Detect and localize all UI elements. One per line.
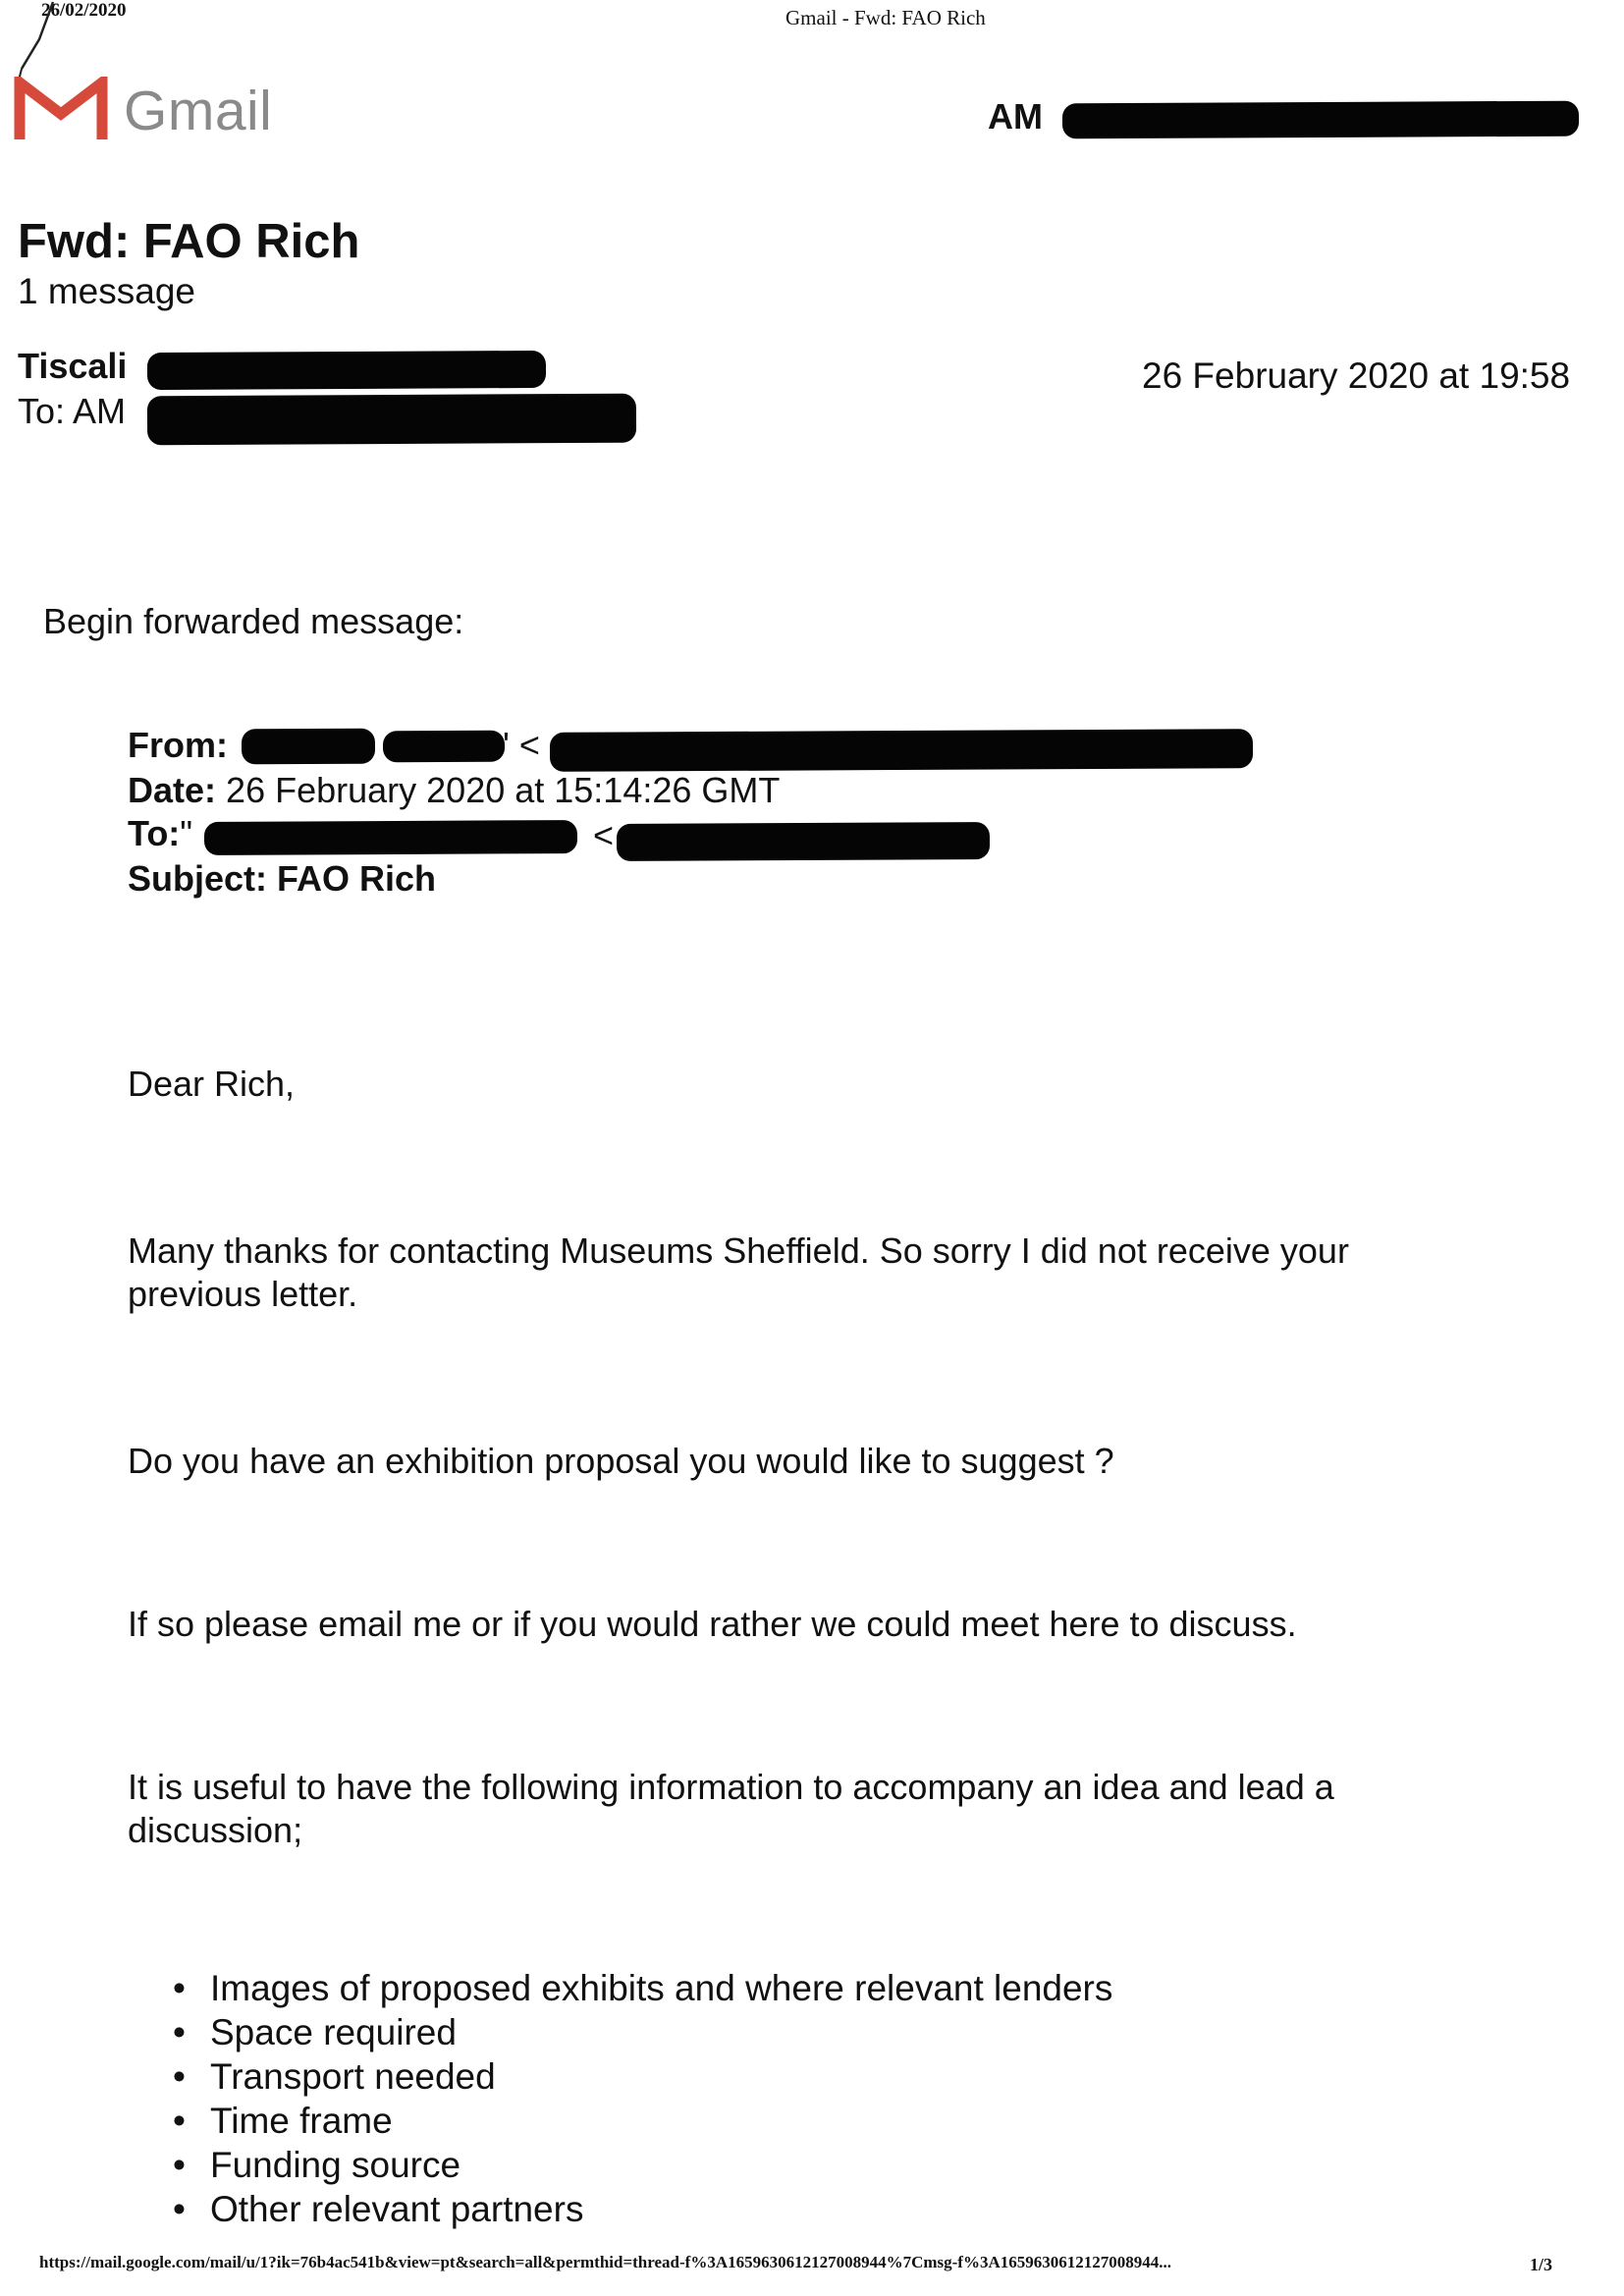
body-paragraph-4: It is useful to have the following information to accompany an idea and lead a discussion;	[128, 1767, 1334, 1850]
to-email-redaction	[617, 822, 990, 861]
list-item-text: Transport needed	[210, 2056, 496, 2097]
print-date: 26/02/2020	[41, 0, 127, 21]
from-email-redaction	[550, 729, 1253, 772]
sender-name: Tiscali	[18, 346, 128, 386]
body-paragraph-3: If so please email me or if you would rather we could meet here to discuss.	[128, 1604, 1297, 1644]
account-email-redaction	[1062, 101, 1579, 139]
forwarded-date-label: Date:	[128, 770, 217, 810]
list-item-text: Images of proposed exhibits and where relevant lenders	[210, 1968, 1113, 2008]
gmail-wordmark: Gmail	[124, 80, 273, 142]
body-paragraph-2: Do you have an exhibition proposal you would like to suggest ?	[128, 1441, 1114, 1481]
forwarded-subject-row	[128, 858, 436, 900]
account-label: AM	[988, 96, 1043, 137]
forwarded-subject-value: FAO Rich	[277, 858, 437, 899]
greeting: Dear Rich,	[128, 1064, 296, 1104]
list-item-text: Other relevant partners	[210, 2189, 584, 2229]
thread-subject: Fwd: FAO Rich	[18, 215, 360, 268]
requirements-list	[167, 1966, 1112, 2231]
list-item	[167, 2010, 1112, 2054]
recipient-label: To: AM	[18, 391, 127, 431]
bullet-icon: •	[173, 2101, 186, 2141]
bullet-icon: •	[173, 1968, 186, 2008]
from-name-redaction-1	[242, 729, 375, 765]
print-page-number: 1/3	[1530, 2255, 1553, 2274]
forwarded-from-label: From:	[128, 725, 228, 765]
forwarded-to-quote: "	[180, 813, 193, 853]
message-date: 26 February 2020 at 19:58	[1142, 355, 1571, 396]
forwarded-date-value: 26 February 2020 at 15:14:26 GMT	[226, 770, 781, 810]
bullet-icon: •	[173, 2189, 186, 2229]
forwarded-to-row	[128, 813, 192, 854]
to-name-redaction	[204, 820, 577, 855]
from-name-redaction-2	[383, 731, 505, 763]
list-item	[167, 2143, 1112, 2187]
thread-message-count: 1 message	[18, 271, 195, 311]
forwarded-to-bracket: <	[593, 815, 615, 855]
print-url: https://mail.google.com/mail/u/1?ik=76b4ac541b&view=pt&search=all&permthid=thread-f%3A1659630612127008944%7Cmsg-f%3A1659630612127008944...	[39, 2253, 1171, 2271]
list-item	[167, 1966, 1112, 2010]
gmail-m-logo-icon	[14, 77, 108, 141]
list-item	[167, 2187, 1112, 2231]
pen-tick-mark	[10, 0, 69, 88]
forwarded-subject-label: Subject:	[128, 858, 268, 899]
forwarded-to-label: To:	[128, 813, 181, 853]
bullet-icon: •	[173, 2145, 186, 2185]
list-item	[167, 2099, 1112, 2143]
bullet-icon: •	[173, 2056, 186, 2097]
forwarded-date-row	[128, 770, 780, 811]
forwarded-from-bracket: ' <	[503, 725, 540, 765]
forwarded-intro: Begin forwarded message:	[43, 601, 464, 641]
list-item	[167, 2054, 1112, 2099]
list-item-text: Funding source	[210, 2145, 461, 2185]
forwarded-from-row	[128, 725, 228, 766]
sender-email-redaction	[147, 351, 546, 390]
print-title: Gmail - Fwd: FAO Rich	[785, 6, 986, 29]
list-item-text: Space required	[210, 2012, 457, 2052]
bullet-icon: •	[173, 2012, 186, 2052]
recipient-email-redaction	[147, 394, 636, 446]
body-paragraph-1: Many thanks for contacting Museums Sheffield. So sorry I did not receive your previous letter.	[128, 1230, 1349, 1314]
list-item-text: Time frame	[210, 2101, 393, 2141]
